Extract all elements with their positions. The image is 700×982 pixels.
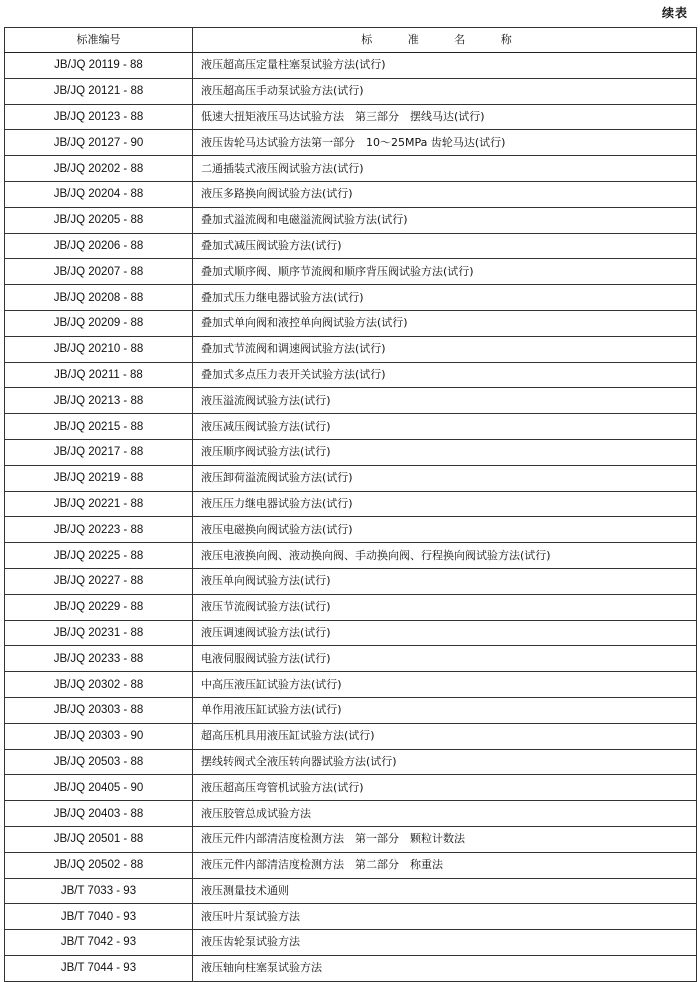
table-row bbox=[5, 672, 697, 698]
header-standard-name: 标 准 名 称 bbox=[193, 28, 697, 53]
table-row bbox=[5, 723, 697, 749]
table-row bbox=[5, 543, 697, 569]
standard-name-cell: 二通插装式液压阀试验方法(试行) bbox=[193, 156, 697, 182]
standard-number-cell: JB/JQ 20501 - 88 bbox=[5, 826, 193, 852]
standard-name-cell: 叠加式顺序阀、顺序节流阀和顺序背压阀试验方法(试行) bbox=[193, 259, 697, 285]
table-row bbox=[5, 955, 697, 981]
standard-number-cell: JB/JQ 20205 - 88 bbox=[5, 207, 193, 233]
standard-number-cell: JB/JQ 20219 - 88 bbox=[5, 465, 193, 491]
standard-number-cell: JB/JQ 20403 - 88 bbox=[5, 801, 193, 827]
standard-name-cell: 叠加式多点压力表开关试验方法(试行) bbox=[193, 362, 697, 388]
standard-name-cell: 液压超高压定量柱塞泵试验方法(试行) bbox=[193, 53, 697, 79]
table-row bbox=[5, 878, 697, 904]
standard-name-cell: 叠加式压力继电器试验方法(试行) bbox=[193, 285, 697, 311]
standard-name-cell: 液压测量技术通则 bbox=[193, 878, 697, 904]
standard-name-cell: 液压轴向柱塞泵试验方法 bbox=[193, 955, 697, 981]
table-row bbox=[5, 852, 697, 878]
table-row bbox=[5, 156, 697, 182]
standard-name-cell: 液压顺序阀试验方法(试行) bbox=[193, 439, 697, 465]
standard-name-cell: 液压调速阀试验方法(试行) bbox=[193, 620, 697, 646]
standard-number-cell: JB/JQ 20227 - 88 bbox=[5, 568, 193, 594]
table-row bbox=[5, 336, 697, 362]
standard-number-cell: JB/JQ 20123 - 88 bbox=[5, 104, 193, 130]
standard-number-cell: JB/JQ 20202 - 88 bbox=[5, 156, 193, 182]
standard-number-cell: JB/JQ 20303 - 88 bbox=[5, 697, 193, 723]
standard-number-cell: JB/JQ 20207 - 88 bbox=[5, 259, 193, 285]
standard-number-cell: JB/JQ 20206 - 88 bbox=[5, 233, 193, 259]
standard-name-cell: 液压齿轮马达试验方法第一部分 10～25MPa 齿轮马达(试行) bbox=[193, 130, 697, 156]
standard-name-cell: 液压溢流阀试验方法(试行) bbox=[193, 388, 697, 414]
table-header-row bbox=[5, 28, 697, 53]
table-row bbox=[5, 775, 697, 801]
standard-number-cell: JB/JQ 20405 - 90 bbox=[5, 775, 193, 801]
table-row bbox=[5, 465, 697, 491]
standard-name-cell: 液压电磁换向阀试验方法(试行) bbox=[193, 517, 697, 543]
standard-number-cell: JB/T 7040 - 93 bbox=[5, 904, 193, 930]
standard-number-cell: JB/JQ 20213 - 88 bbox=[5, 388, 193, 414]
table-row bbox=[5, 749, 697, 775]
standard-name-cell: 液压齿轮泵试验方法 bbox=[193, 930, 697, 956]
standard-name-cell: 电液伺服阀试验方法(试行) bbox=[193, 646, 697, 672]
standard-name-cell: 叠加式溢流阀和电磁溢流阀试验方法(试行) bbox=[193, 207, 697, 233]
standard-name-cell: 中高压液压缸试验方法(试行) bbox=[193, 672, 697, 698]
table-row bbox=[5, 414, 697, 440]
standard-number-cell: JB/JQ 20211 - 88 bbox=[5, 362, 193, 388]
standard-name-cell: 液压超高压手动泵试验方法(试行) bbox=[193, 78, 697, 104]
standard-number-cell: JB/JQ 20215 - 88 bbox=[5, 414, 193, 440]
standard-name-cell: 单作用液压缸试验方法(试行) bbox=[193, 697, 697, 723]
table-row bbox=[5, 697, 697, 723]
standard-number-cell: JB/JQ 20303 - 90 bbox=[5, 723, 193, 749]
standard-number-cell: JB/JQ 20208 - 88 bbox=[5, 285, 193, 311]
standard-number-cell: JB/JQ 20210 - 88 bbox=[5, 336, 193, 362]
standard-number-cell: JB/T 7033 - 93 bbox=[5, 878, 193, 904]
standard-name-cell: 液压胶管总成试验方法 bbox=[193, 801, 697, 827]
table-row bbox=[5, 594, 697, 620]
standard-number-cell: JB/JQ 20119 - 88 bbox=[5, 53, 193, 79]
standard-number-cell: JB/JQ 20229 - 88 bbox=[5, 594, 193, 620]
standard-name-cell: 液压减压阀试验方法(试行) bbox=[193, 414, 697, 440]
standard-number-cell: JB/JQ 20233 - 88 bbox=[5, 646, 193, 672]
table-row bbox=[5, 285, 697, 311]
table-row bbox=[5, 826, 697, 852]
table-row bbox=[5, 568, 697, 594]
standard-number-cell: JB/JQ 20221 - 88 bbox=[5, 491, 193, 517]
table-header bbox=[5, 28, 697, 53]
standard-name-cell: 低速大扭矩液压马达试验方法 第三部分 摆线马达(试行) bbox=[193, 104, 697, 130]
table-row bbox=[5, 362, 697, 388]
standards-table bbox=[4, 27, 697, 982]
standard-name-cell: 液压电液换向阀、液动换向阀、手动换向阀、行程换向阀试验方法(试行) bbox=[193, 543, 697, 569]
standard-number-cell: JB/JQ 20231 - 88 bbox=[5, 620, 193, 646]
standard-number-cell: JB/JQ 20121 - 88 bbox=[5, 78, 193, 104]
standard-name-cell: 液压元件内部清洁度检测方法 第二部分 称重法 bbox=[193, 852, 697, 878]
table-row bbox=[5, 439, 697, 465]
table-body bbox=[5, 53, 697, 982]
table-row bbox=[5, 207, 697, 233]
table-row bbox=[5, 130, 697, 156]
standard-number-cell: JB/JQ 20127 - 90 bbox=[5, 130, 193, 156]
standard-number-cell: JB/T 7042 - 93 bbox=[5, 930, 193, 956]
table-row bbox=[5, 904, 697, 930]
table-row bbox=[5, 233, 697, 259]
standard-name-cell: 液压叶片泵试验方法 bbox=[193, 904, 697, 930]
table-row bbox=[5, 517, 697, 543]
table-row bbox=[5, 181, 697, 207]
table-row bbox=[5, 259, 697, 285]
standard-number-cell: JB/JQ 20225 - 88 bbox=[5, 543, 193, 569]
table-row bbox=[5, 491, 697, 517]
table-row bbox=[5, 78, 697, 104]
standard-number-cell: JB/JQ 20217 - 88 bbox=[5, 439, 193, 465]
standard-name-cell: 摆线转阀式全液压转向器试验方法(试行) bbox=[193, 749, 697, 775]
header-standard-number: 标准编号 bbox=[5, 28, 193, 53]
table-row bbox=[5, 930, 697, 956]
standard-number-cell: JB/JQ 20209 - 88 bbox=[5, 310, 193, 336]
table-row bbox=[5, 646, 697, 672]
standard-name-cell: 液压元件内部清洁度检测方法 第一部分 颗粒计数法 bbox=[193, 826, 697, 852]
standard-name-cell: 液压超高压弯管机试验方法(试行) bbox=[193, 775, 697, 801]
standard-number-cell: JB/JQ 20302 - 88 bbox=[5, 672, 193, 698]
standard-name-cell: 液压多路换向阀试验方法(试行) bbox=[193, 181, 697, 207]
standard-name-cell: 液压卸荷溢流阀试验方法(试行) bbox=[193, 465, 697, 491]
table-row bbox=[5, 310, 697, 336]
standard-number-cell: JB/JQ 20503 - 88 bbox=[5, 749, 193, 775]
standard-name-cell: 液压压力继电器试验方法(试行) bbox=[193, 491, 697, 517]
standard-name-cell: 液压节流阀试验方法(试行) bbox=[193, 594, 697, 620]
standard-name-cell: 超高压机具用液压缸试验方法(试行) bbox=[193, 723, 697, 749]
table-row bbox=[5, 801, 697, 827]
table-row bbox=[5, 53, 697, 79]
standard-number-cell: JB/T 7044 - 93 bbox=[5, 955, 193, 981]
table-row bbox=[5, 104, 697, 130]
table-row bbox=[5, 620, 697, 646]
continued-table-label: 续表 bbox=[661, 6, 688, 20]
standard-name-cell: 叠加式节流阀和调速阀试验方法(试行) bbox=[193, 336, 697, 362]
standard-name-cell: 叠加式减压阀试验方法(试行) bbox=[193, 233, 697, 259]
standard-name-cell: 叠加式单向阀和液控单向阀试验方法(试行) bbox=[193, 310, 697, 336]
standard-number-cell: JB/JQ 20204 - 88 bbox=[5, 181, 193, 207]
standard-name-cell: 液压单向阀试验方法(试行) bbox=[193, 568, 697, 594]
standard-number-cell: JB/JQ 20223 - 88 bbox=[5, 517, 193, 543]
table-row bbox=[5, 388, 697, 414]
standard-number-cell: JB/JQ 20502 - 88 bbox=[5, 852, 193, 878]
